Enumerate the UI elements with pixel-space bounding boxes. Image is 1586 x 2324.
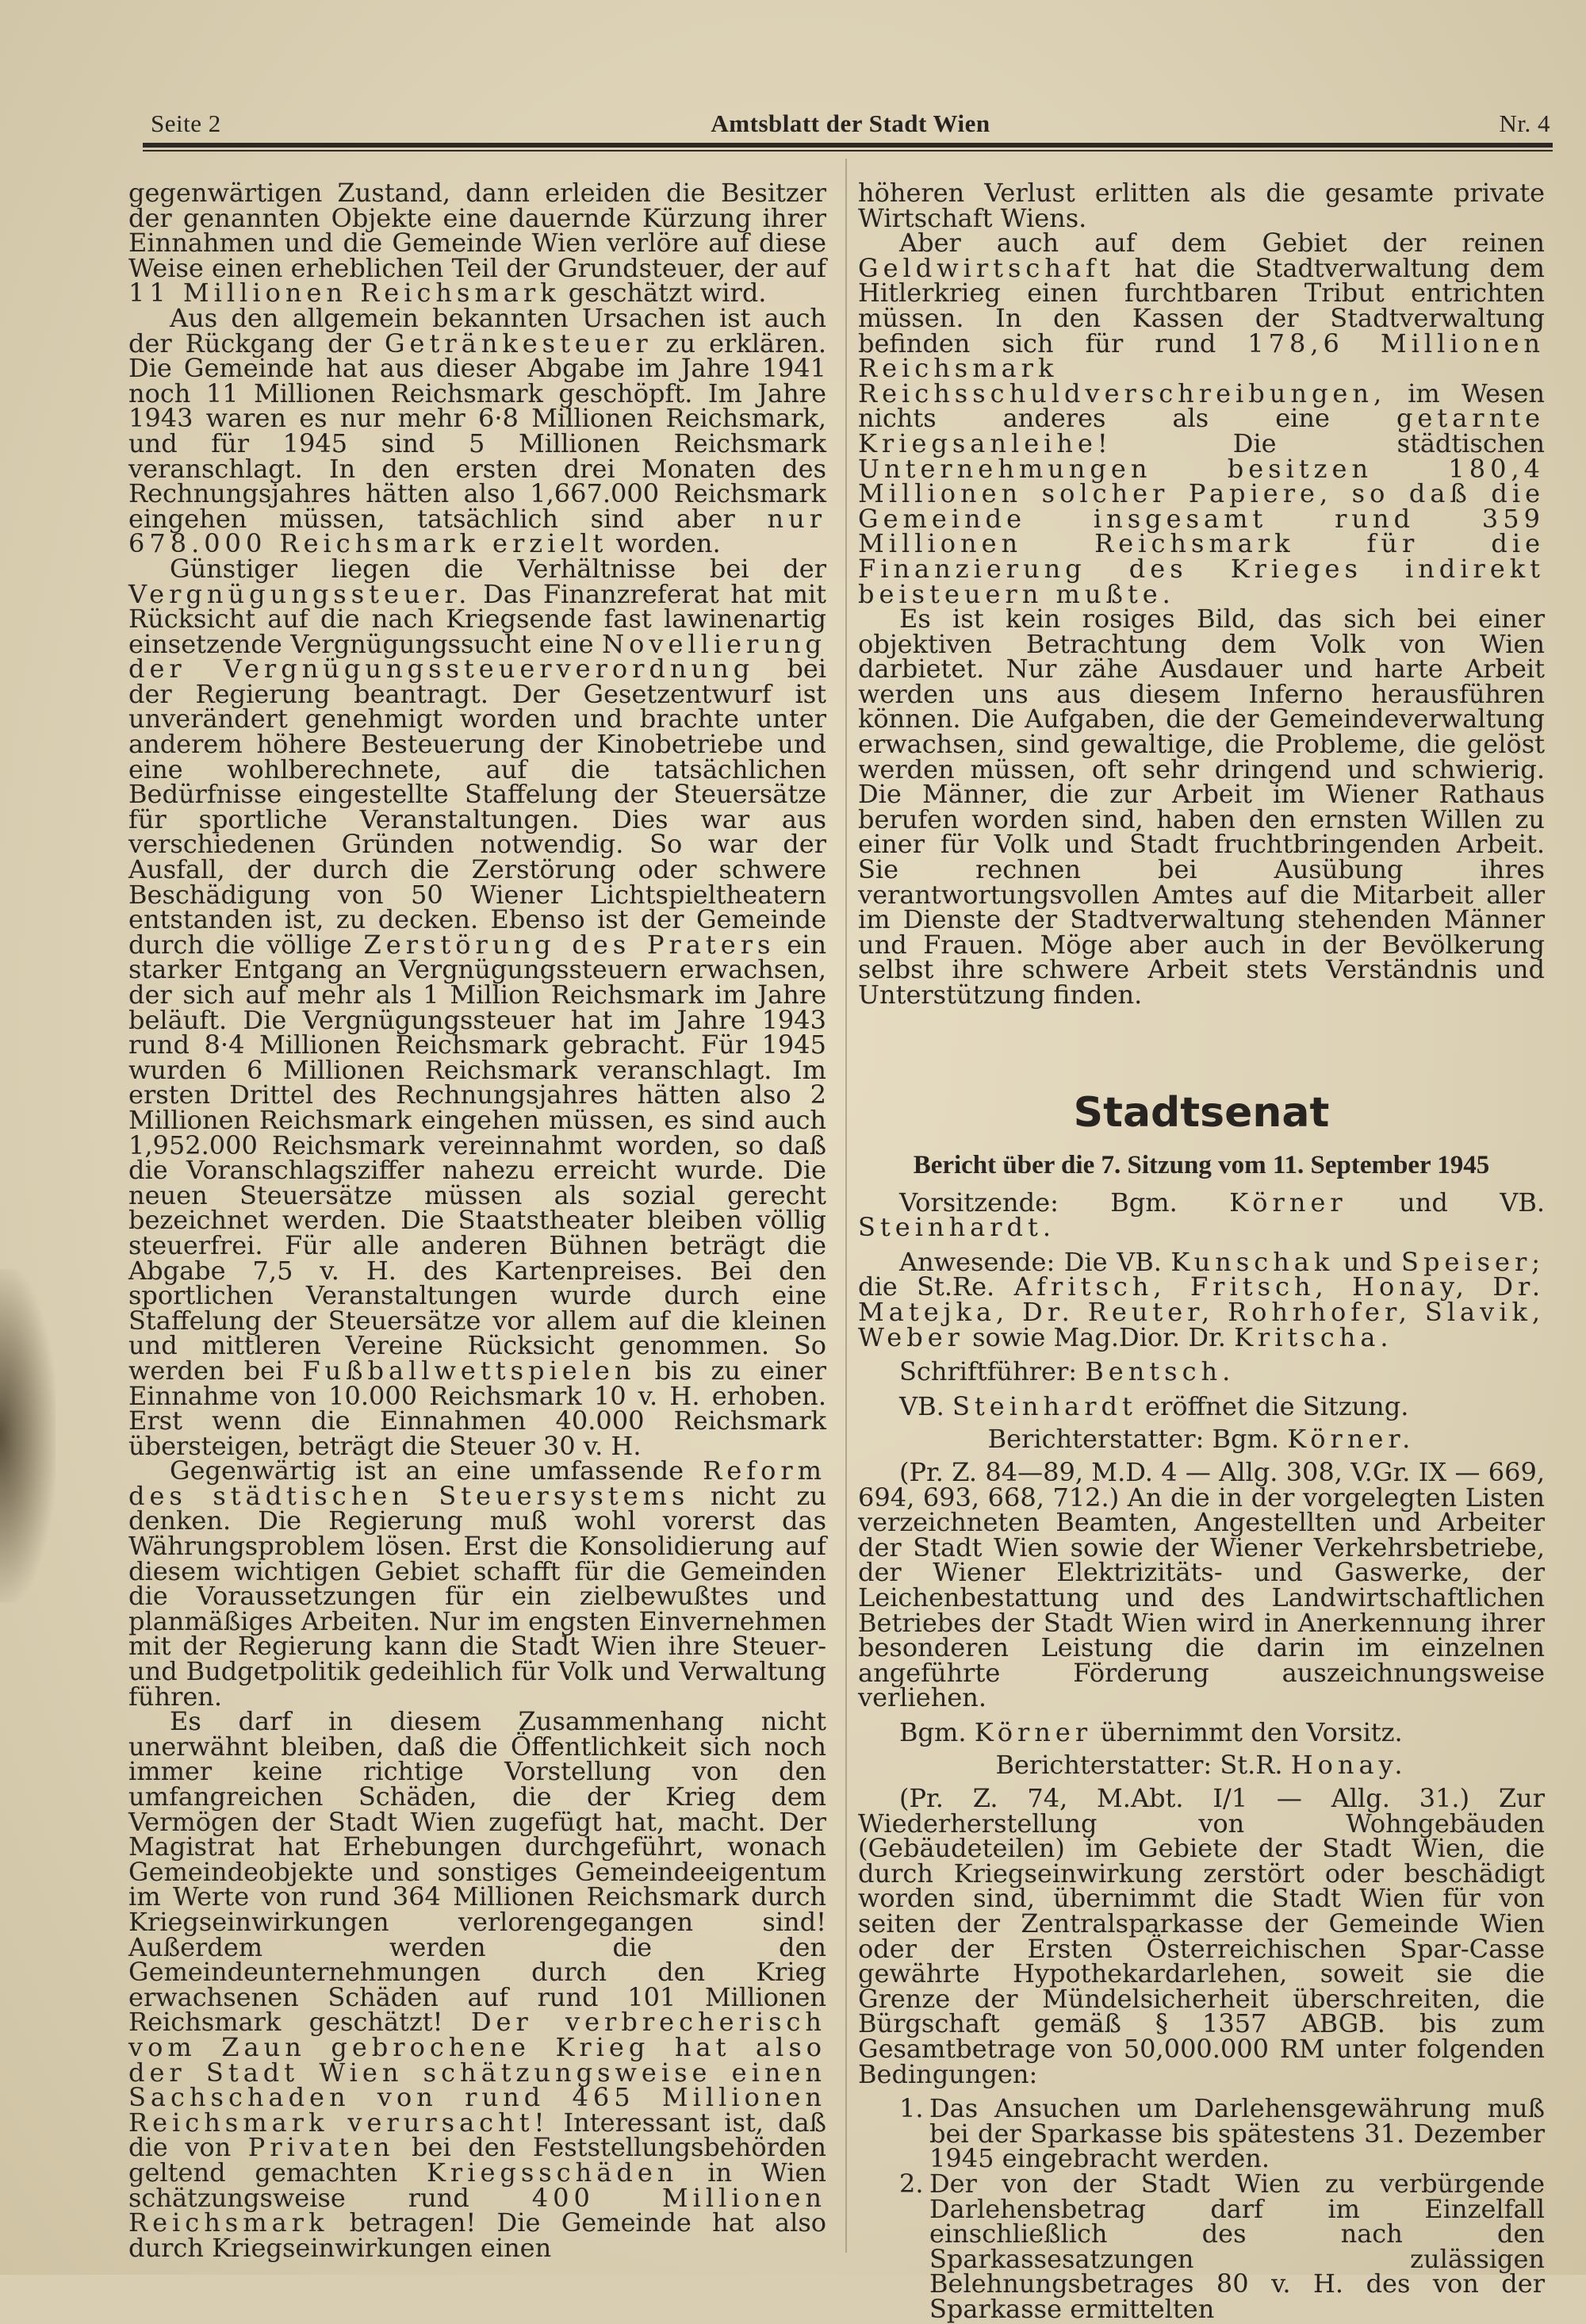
- person-name: Kritscha.: [1234, 1321, 1393, 1352]
- text: Es ist kein rosiges Bild, das sich bei einer objektiven Betrachtung dem Volk von Wien darbietet. Nur zähe Ausdauer und harte Arbeit werden uns aus diesem Inferno herausführen können. Die Aufgaben, die der Gemeindeverwaltung erwachsen, sind gewaltige, die Probleme, die gelöst werden müssen, oft sehr dringend und schwierig. Die Männer, die zur Arbeit im Wiener Rathaus berufen worden sind, haben den ernsten Willen zu einer für Volk und Stadt fruchtbringenden Arbeit. Sie rechnen bei Ausübung ihres verantwortungsvollen Amtes auf die Mitarbeit aller im Dienste der Stadtverwaltung stehenden Männer und Frauen. Möge aber auch in der Bevölkerung selbst ihre schwere Arbeit stets Verständnis und Unterstützung finden.: [858, 604, 1545, 1010]
- emphasis-text: Novellierung der Vergnügungssteuerverordnung: [128, 628, 827, 685]
- emphasis-text: Fußballwettspielen: [302, 1355, 636, 1386]
- publication-title: Amtsblatt der Stadt Wien: [711, 109, 990, 137]
- text: sowie Mag.Dior. Dr.: [972, 1321, 1226, 1352]
- person-name: Speiser;: [1401, 1246, 1546, 1277]
- list-item: [899, 2093, 1545, 2174]
- text: zu erklären. Die Gemeinde hat aus dieser Abgabe im Jahre 1941 noch 11 Millionen Reichsmark geschöpft. Im Jahre 1943 waren es nur mehr 6·8 Millionen Reichsmark, und für 1945 sind 5 Millionen Reichsmark veranschlagt. In den ersten drei Monaten des Rechnungsjahres hätten also 1,667.000 Reichsmark eingehen müssen, tatsächlich sind aber: [128, 328, 827, 534]
- paragraph: [128, 553, 827, 1461]
- agenda-item: [858, 1783, 1545, 2089]
- text: Aus den allgemein bekannten Ursachen ist auch der Rückgang der: [128, 302, 826, 359]
- text: betragen! Die Gemeinde hat also durch Kriegseinwirkungen einen: [128, 2207, 827, 2263]
- opening-line: [858, 1390, 1545, 1421]
- secretary-line: [858, 1356, 1545, 1387]
- emphasis-text: Kriegsschäden: [427, 2157, 679, 2188]
- person-name: Körner: [1229, 1187, 1347, 1218]
- emphasis-text: Geldwirtschaft: [858, 252, 1115, 283]
- emphasis-text: Getränkesteuer: [384, 328, 653, 359]
- text: Es darf in diesem Zusammenhang nicht unerwähnt bleiben, daß die Öffentlichkeit sich noch immer keine richtige Vorstellung von den umfangreichen Schäden, die der Krieg dem Vermögen der Stadt Wien zugefügt hat, macht. Der Magistrat hat Erhebungen durchgeführt, wonach Gemeindeobjekte und sonstiges Gemeindeeigentum im Werte von rund 364 Millionen Reichsmark durch Kriegseinwirkungen verlorengegangen sind! Außerdem werden die den Gemeindeunternehmungen durch den Krieg erwachsenen Schäden auf rund 101 Millionen Reichsmark geschätzt!: [128, 1706, 826, 2038]
- text: in Wien schätzungsweise rund: [128, 2157, 826, 2213]
- person-name: Körner: [974, 1716, 1093, 1747]
- section-subheading: Bericht über die 7. Sitzung vom 11. September 1945: [913, 1150, 1490, 1179]
- emphasis-text: 400 Millionen Reichsmark: [128, 2182, 826, 2238]
- agenda-item: [858, 1456, 1545, 1713]
- reporter-line: [858, 1750, 1545, 1781]
- emphasis-text: 11 Millionen Reichsmark: [128, 278, 561, 309]
- list-number: 2.: [899, 2168, 924, 2199]
- text: Anwesende: Die VB.: [899, 1246, 1162, 1277]
- text: im Wesen nichts anderes als eine: [858, 378, 1545, 434]
- text: Bgm.: [899, 1716, 967, 1747]
- right-column: [858, 178, 1546, 2324]
- emphasis-text: getarnte Kriegsanleihe!: [858, 403, 1545, 458]
- list-text: Der von der Stadt Wien zu verbürgende Darlehensbetrag darf im Einzelfall einschließlich des nach den Sparkassesatzungen zulässigen Belehnungsbetrages 80 v. H. des von der Sparkasse ermittelten: [929, 2168, 1545, 2324]
- paragraph: [128, 1706, 827, 2263]
- text: Schriftführer:: [899, 1356, 1078, 1387]
- paragraph: [858, 604, 1545, 1010]
- page-header: [151, 109, 1550, 140]
- emphasis-text: Privaten: [247, 2132, 395, 2163]
- person-name: Bentsch.: [1085, 1356, 1235, 1387]
- reporter-line: [858, 1424, 1545, 1455]
- person-name: Körner.: [1287, 1424, 1416, 1455]
- person-name: Steinhardt: [952, 1390, 1137, 1421]
- header-rule: [143, 143, 1553, 148]
- text: worden.: [615, 528, 721, 559]
- paragraph: [128, 1455, 827, 1712]
- person-name: Afritsch, Fritsch, Honay, Dr. Matejka, Dr. Reuter, Rohrhofer, Slavik, Weber: [858, 1271, 1546, 1352]
- person-name: Steinhardt.: [858, 1212, 1056, 1243]
- person-name: Honay.: [1290, 1750, 1408, 1781]
- column-divider: [845, 159, 847, 2253]
- text: Das Finanzreferat hat mit Rücksicht auf die nach Kriegsende fast lawinenartig einsetzende Vergnügungssucht eine: [128, 578, 827, 659]
- text: und VB.: [1399, 1187, 1546, 1218]
- text: Gegenwärtig ist an eine umfassende: [170, 1455, 684, 1486]
- emphasis-text: Zerstörung des Praters: [363, 929, 776, 960]
- text: ein starker Entgang an Vergnügungssteuern erwachsen, der sich auf mehr als 1 Million Reichsmark im Jahre beläuft. Die Vergnügungssteuer hat im Jahre 1943 rund 8·4 Millionen Reichsmark gebracht. Für 1945 wurden 6 Millionen Reichsmark veranschlagt. Im ersten Drittel des Rechnungsjahres hätten also 2 Millionen Reichsmark eingehen müssen, es sind auch 1,952.000 Reichsmark vereinnahmt worden, so daß die Voranschlagsziffer nahezu erreicht wurde. Die neuen Steuersätze müssen als sozial gerecht bezeichnet werden. Die Staatstheater bleiben völlig steuerfrei. Für alle anderen Bühnen beträgt die Abgabe 7,5 v. H. des Kartenpreises. Bei den sportlichen Veranstaltungen wurde durch eine Staffelung der Steuersätze vor allem auf die kleinen und mittleren Vereine Rücksicht genommen. So werden bei: [128, 929, 827, 1386]
- text: höheren Verlust erlitten als die gesamte private Wirtschaft Wiens.: [858, 178, 1545, 233]
- emphasis-text: Unternehmungen besitzen 180,4 Millionen solcher Papiere, so daß die Gemeinde insgesamt rund 359 Millionen Reichsmark für die Finanzierung des Krieges indirekt beisteuern mußte.: [858, 453, 1545, 609]
- emphasis-text: Der verbrecherisch vom Zaun gebrochene Krieg hat also der Stadt Wien schätzungsweise einen Sachschaden von rund 465 Millionen Reichsmark verursacht!: [128, 2007, 827, 2138]
- emphasis-text: Reform des städtischen Steuersystems: [128, 1455, 827, 1511]
- text: und: [1343, 1246, 1393, 1277]
- text: bei der Regierung beantragt. Der Gesetzentwurf ist unverändert genehmigt worden und brachte unter anderem höhere Besteuerung der Kinobetriebe und eine wohlberechnete, auf die tatsächlichen Bedürfnisse eingestellte Staffelung der Steuersätze für sportliche Veranstaltungen. Dies war aus verschiedenen Gründen notwendig. So war der Ausfall, der durch die Zerstörung oder schwere Beschädigung von 50 Wiener Lichtspieltheatern entstanden ist, zu decken. Ebenso ist der Gemeinde durch die völlige: [128, 654, 827, 960]
- text: hat die Stadtverwaltung dem Hitlerkrieg einen furchtbaren Tribut entrichten müssen. In den Kassen der Stadtverwaltung befinden sich für rund: [858, 252, 1546, 359]
- text: gegenwärtigen Zustand, dann erleiden die Besitzer der genannten Objekte eine dauernde Kürzung ihrer Einnahmen und die Gemeinde Wien verlöre auf diese Weise einen erheblichen Teil der Grundsteuer, der auf: [128, 178, 826, 283]
- text: geschätzt wird.: [568, 278, 767, 309]
- text: nicht zu denken. Die Regierung muß wohl vorerst das Währungsproblem lösen. Erst die Konsolidierung auf diesem wichtigen Gebiet schafft für die Gemeinden die Voraussetzungen für ein zielbewußtes und planmäßiges Arbeiten. Nur im engsten Einvernehmen mit der Regierung kann die Stadt Wien ihre Steuer- und Budgetpolitik gedeihlich für Volk und Verwaltung führen.: [128, 1480, 827, 1712]
- text: Berichterstatter: Bgm.: [987, 1424, 1280, 1455]
- text: bis zu einer Einnahme von 10.000 Reichsmark 10 v. H. erhoben. Erst wenn die Einnahmen 40.000 Reichsmark übersteigen, beträgt die Steuer 30 v. H.: [128, 1355, 827, 1461]
- paragraph: [858, 228, 1546, 609]
- text: Vorsitzende: Bgm.: [899, 1187, 1178, 1218]
- attendance-line: [858, 1246, 1546, 1352]
- paragraph: [128, 302, 827, 559]
- text: (Pr. Z. 74, M.Abt. I/1 — Allg. 31.) Zur Wiederherstellung von Wohngebäuden (Gebäudeteilen) im Gebiete der Stadt Wien, die durch Kriegseinwirkung zerstört oder beschädigt worden sind, übernimmt die Stadt Wien für von seiten der Zentralsparkasse der Gemeinde Wien oder der Ersten Österreichischen Spar-Casse gewährte Hypothekardarlehen, soweit sie die Grenze der Mündelsicherheit überschreiten, die Bürgschaft gemäß § 1357 ABGB. bis zum Gesamtbetrage von 50,000.000 RM unter folgenden Bedingungen:: [858, 1783, 1545, 2089]
- person-name: Kunschak: [1170, 1246, 1335, 1277]
- paper-stain: [0, 1269, 56, 1602]
- text: Berichterstatter: St.R.: [995, 1750, 1283, 1781]
- text: Günstiger liegen die Verhältnisse bei der: [170, 553, 826, 584]
- chair-line: [858, 1187, 1546, 1243]
- text: (Pr. Z. 84—89, M.D. 4 — Allg. 308, V.Gr. IX — 669, 694, 693, 668, 712.) An die in der vorgelegten Listen verzeichneten Beamten, Angestellten und Arbeiter der Stadt Wien sowie der Wiener Verkehrsbetriebe, der Wiener Elektrizitäts- und Gaswerke, der Leichenbestattung und des Landwirtschaftlichen Betriebes der Stadt Wien wird in Anerkennung ihrer besonderen Leistung die darin im einzelnen angeführte Förderung auszeichnungsweise verliehen.: [858, 1456, 1545, 1713]
- section-heading: Stadtsenat: [1073, 1088, 1330, 1137]
- emphasis-text: Vergnügungssteuer.: [128, 578, 472, 609]
- list-text: Das Ansuchen um Darlehensgewährung muß bei der Sparkasse bis spätestens 31. Dezember 1945 eingebracht werden.: [929, 2093, 1545, 2174]
- text: die St.Re.: [858, 1271, 995, 1302]
- text: Die städtischen: [1232, 428, 1546, 458]
- list-number: 1.: [899, 2093, 924, 2124]
- paragraph: [128, 178, 826, 309]
- text: übernimmt den Vorsitz.: [1100, 1716, 1403, 1747]
- emphasis-text: nur 678.000 Reichsmark erzielt: [128, 503, 827, 559]
- left-column: [128, 178, 827, 2263]
- list-item: [899, 2168, 1545, 2324]
- paragraph: [858, 178, 1545, 233]
- conditions-list: [858, 2093, 1545, 2324]
- page-number: Seite 2: [151, 109, 221, 137]
- text: bei den Feststellungsbehörden geltend gemachten: [128, 2132, 826, 2188]
- text: Interessant ist, daß die von: [128, 2107, 827, 2163]
- text: Aber auch auf dem Gebiet der reinen: [899, 228, 1545, 259]
- takeover-line: [858, 1716, 1545, 1747]
- text: eröffnet die Sitzung.: [1145, 1390, 1409, 1421]
- header-rule-thin: [143, 150, 1553, 151]
- emphasis-text: 178,6 Millionen Reichsmark Reichsschuldverschreibungen,: [858, 328, 1545, 408]
- issue-number: Nr. 4: [1499, 109, 1550, 137]
- text: VB.: [899, 1390, 944, 1421]
